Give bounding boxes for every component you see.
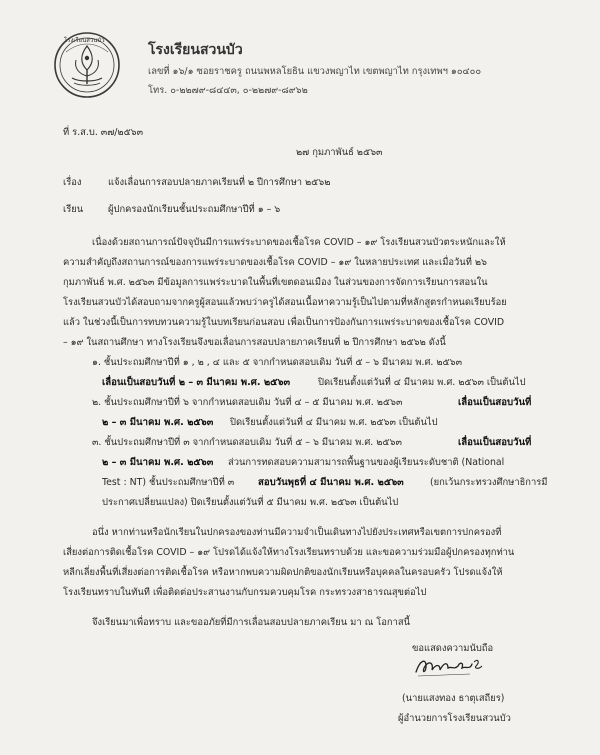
seal-caption: โรงเรียนสวนบัว [64,37,105,44]
notice-paragraph-line: หลีกเลี่ยงพื้นที่เสี่ยงต่อการติดเชื้อโรค หรือหากพบความผิดปกติของนักเรียนหรือบุคคลในครอบครัว โปรดแจ้งให้ [63,567,503,578]
signatory-name: (นายแสงทอง ธาตุเสถียร) [402,693,505,704]
subject-text: แจ้งเลื่อนการสอบปลายภาคเรียนที่ ๒ ปีการศึกษา ๒๕๖๒ [108,177,331,188]
schedule-item-text: ส่วนการทดสอบความสามารถพื้นฐานของผู้เรียนระดับชาติ (National [228,457,505,468]
schedule-item-text: ปิดเรียนตั้งแต่วันที่ ๔ มีนาคม พ.ศ. ๒๕๖๓ เป็นต้นไป [318,377,526,388]
schedule-item-text: เลื่อนเป็นสอบวันที่ [458,397,532,408]
schedule-item-text: ๒. ชั้นประถมศึกษาปีที่ ๖ จากกำหนดสอบเดิม วันที่ ๔ – ๕ มีนาคม พ.ศ. ๒๕๖๓ [92,397,403,408]
signatory-title: ผู้อำนวยการโรงเรียนสวนบัว [398,713,511,724]
notice-paragraph-line: เสี่ยงต่อการติดเชื้อโรค COVID – ๑๙ โปรดได้แจ้งให้ทางโรงเรียนทราบด้วย และขอความร่วมมือผู้ปกครองทุกท่าน [63,547,515,558]
reference-number: ที่ ร.ส.บ. ๓๗/๒๕๖๓ [63,127,144,138]
schedule-item-text: ๑. ชั้นประถมศึกษาปีที่ ๑ , ๒ , ๔ และ ๕ จากกำหนดสอบเดิม วันที่ ๕ – ๖ มีนาคม พ.ศ. ๒๕๖๓ [92,357,463,368]
school-name: โรงเรียนสวนบัว [148,42,243,58]
notice-paragraph-line: อนึ่ง หากท่านหรือนักเรียนในปกครองของท่านมีความจำเป็นเดินทางไปยังประเทศหรือเขตการปกครองที่ [92,527,502,538]
handwritten-signature [412,652,486,680]
schedule-item-text: สอบวันพุธที่ ๔ มีนาคม พ.ศ. ๒๕๖๓ [258,477,404,488]
recipient-label: เรียน [63,204,84,215]
body-paragraph-line: ความสำคัญถึงสถานการณ์ของการแพร่ระบาดของเชื้อโรค COVID – ๑๙ ในหลายประเทศ และเมื่อวันที่ ๒๖ [63,257,487,268]
schedule-item-text: เลื่อนเป็นสอบวันที่ [458,437,532,448]
body-paragraph-line: – ๑๙ ในสถานศึกษา ทางโรงเรียนจึงขอเลื่อนการสอบปลายภาคเรียนที่ ๒ ปีการศึกษา ๒๕๖๒ ดังนี้ [63,337,446,348]
body-paragraph-line: โรงเรียนสวนบัวได้สอบถามจากครูผู้สอนแล้วพบว่าครูได้สอนเนื้อหาความรู้เป็นไปตามที่หลักสูตรกำหนดเรียบร้อย [63,297,507,308]
schedule-item-text: เลื่อนเป็นสอบวันที่ ๒ – ๓ มีนาคม พ.ศ. ๒๕๖๓ [102,377,291,388]
letter-date: ๒๗ กุมภาพันธ์ ๒๕๖๓ [296,147,383,158]
schedule-item-text: Test : NT) ชั้นประถมศึกษาปีที่ ๓ [102,477,235,488]
schedule-item-text: ๒ – ๓ มีนาคม พ.ศ. ๒๕๖๓ [102,457,214,468]
schedule-item-text: ๓. ชั้นประถมศึกษาปีที่ ๓ จากกำหนดสอบเดิม วันที่ ๕ – ๖ มีนาคม พ.ศ. ๒๕๖๓ [92,437,402,448]
body-paragraph-line: เนื่องด้วยสถานการณ์ปัจจุบันมีการแพร่ระบาดของเชื้อโรค COVID – ๑๙ โรงเรียนสวนบัวตระหนักและให้ [92,237,506,248]
body-paragraph-line: กุมภาพันธ์ พ.ศ. ๒๕๖๓ มีข้อมูลการแพร่ระบาดในพื้นที่เขตดอนเมือง ในส่วนของการจัดการเรียนการสอนใน [63,277,488,288]
school-phone: โทร. ๐-๒๒๗๙-๘๔๔๓, ๐-๒๒๗๙-๘๙๖๒ [148,85,308,96]
recipient-text: ผู้ปกครองนักเรียนชั้นประถมศึกษาปีที่ ๑ – ๖ [108,204,281,215]
notice-paragraph-line: โรงเรียนทราบในทันที เพื่อติดต่อประสานงานกับกรมควบคุมโรค กระทรวงสาธารณสุขต่อไป [63,587,427,598]
schedule-item-text: ๒ – ๓ มีนาคม พ.ศ. ๒๕๖๓ [102,417,214,428]
body-paragraph-line: แล้ว ในช่วงนี้เป็นการทบทวนความรู้ในบทเรียนก่อนสอบ เพื่อเป็นการป้องกันการแพร่ระบาดของเชื้อโรค COVID [63,317,505,328]
schedule-item-text: ปิดเรียนตั้งแต่วันที่ ๔ มีนาคม พ.ศ. ๒๕๖๓ เป็นต้นไป [230,417,438,428]
closing-line: จึงเรียนมาเพื่อทราบ และขออภัยที่มีการเลื่อนสอบปลายภาคเรียน มา ณ โอกาสนี้ [92,617,411,628]
school-address: เลขที่ ๑๖/๑ ซอยราชครู ถนนพหลโยธิน แขวงพญาไท เขตพญาไท กรุงเทพฯ ๑๐๔๐๐ [148,66,482,77]
schedule-item-text: (ยกเว้นกระทรวงศึกษาธิการมี [430,477,548,488]
subject-label: เรื่อง [63,177,82,188]
schedule-item-text: ประกาศเปลี่ยนแปลง) ปิดเรียนตั้งแต่วันที่ ๕ มีนาคม พ.ศ. ๒๕๖๓ เป็นต้นไป [102,497,399,508]
complimentary-close: ขอแสดงความนับถือ [412,643,494,654]
